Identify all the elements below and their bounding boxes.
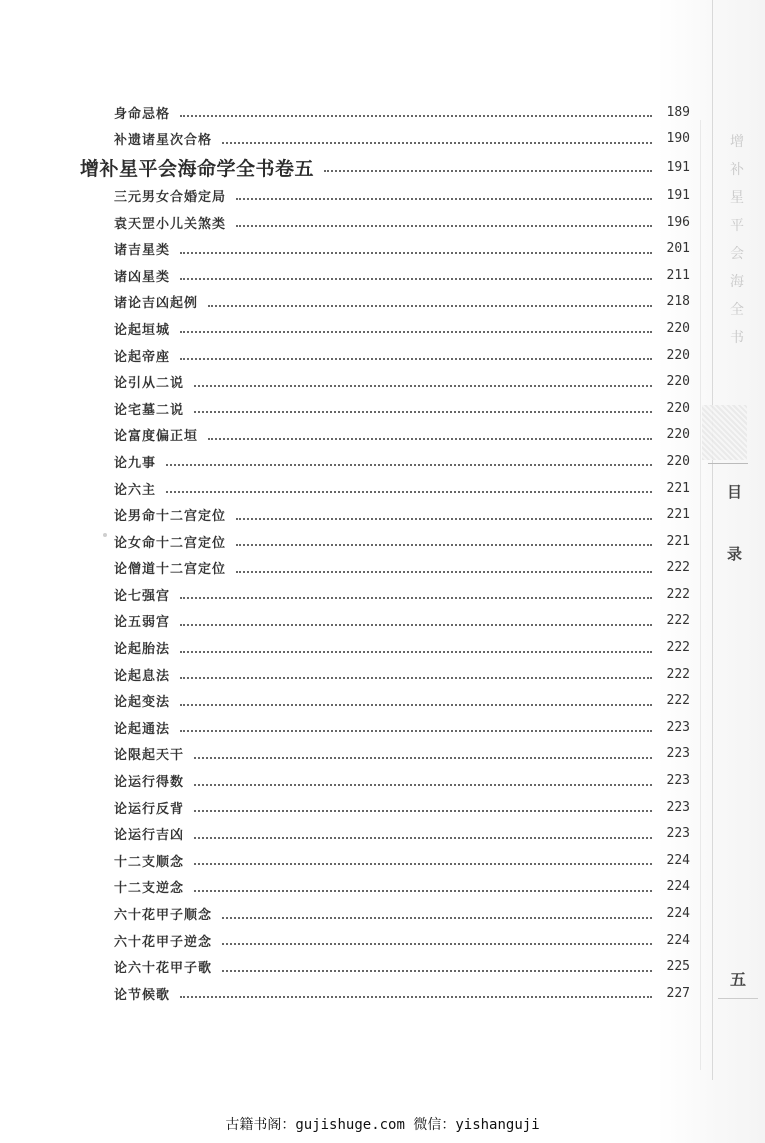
- side-rule-inner: [700, 120, 701, 1070]
- toc-entry-row: [70, 687, 690, 714]
- toc-entry-row: [70, 661, 690, 688]
- toc-page-number: 224: [666, 879, 690, 895]
- side-stain: [702, 405, 747, 460]
- toc-entry-title: 论五弱宫: [114, 615, 171, 631]
- toc-entry-title: 论起胎法: [114, 642, 171, 658]
- toc-entry-title: 诸凶星类: [114, 269, 171, 285]
- toc-leader-dots: [222, 917, 652, 919]
- toc-entry-title: 补遗诸星次合格: [114, 133, 213, 149]
- toc-leader-dots: [180, 704, 652, 706]
- toc-leader-dots: [180, 677, 652, 679]
- toc-entry-row: [70, 315, 690, 342]
- toc-leader-dots: [180, 624, 652, 626]
- toc-entry-title: 论运行吉凶: [114, 828, 185, 844]
- toc-leader-dots: [208, 438, 652, 440]
- toc-entry-title: 论起息法: [114, 668, 171, 684]
- toc-entry-title: 论节候歌: [114, 987, 171, 1003]
- side-ghost-char: 补: [730, 162, 744, 178]
- toc-entry-row: [70, 528, 690, 555]
- toc-entry-title: 三元男女合婚定局: [114, 189, 227, 205]
- side-ghost-char: 平: [730, 218, 744, 234]
- toc-entry-row: [70, 209, 690, 236]
- toc-entry-row: [70, 714, 690, 741]
- toc-page-number: 201: [666, 241, 690, 257]
- toc-entry-row: [70, 368, 690, 395]
- toc-entry-title: 论起通法: [114, 721, 171, 737]
- toc-leader-dots: [236, 198, 652, 200]
- toc-entry-title: 诸论吉凶起例: [114, 296, 199, 312]
- toc-entry-title: 十二支逆念: [114, 881, 185, 897]
- side-ghost-char: 海: [730, 274, 744, 290]
- toc-leader-dots: [236, 571, 652, 573]
- toc-page-number: 224: [666, 906, 690, 922]
- toc-entry-title: 论九事: [114, 455, 157, 471]
- toc-entry-title: 诸吉星类: [114, 243, 171, 259]
- toc-page-number: 222: [666, 586, 690, 602]
- side-ghost-char: 增: [730, 134, 744, 150]
- toc-entry-row: [70, 874, 690, 901]
- toc-entry-title: 论运行反背: [114, 801, 185, 817]
- toc-entry-row: [70, 262, 690, 289]
- toc-leader-dots: [194, 784, 652, 786]
- toc-entry-title: 论六主: [114, 482, 157, 498]
- toc-leader-dots: [180, 278, 652, 280]
- toc-entry-row: [70, 953, 690, 980]
- toc-entry-title: 六十花甲子顺念: [114, 908, 213, 924]
- toc-entry-title: 论男命十二宫定位: [114, 509, 227, 525]
- toc-page-number: 222: [666, 640, 690, 656]
- toc-leader-dots: [236, 225, 652, 227]
- toc-entry-row: [70, 289, 690, 316]
- toc-entry-title: 论起变法: [114, 695, 171, 711]
- side-ghost-char: 书: [730, 330, 744, 346]
- toc-leader-dots: [194, 411, 652, 413]
- toc-page-number: 222: [666, 613, 690, 629]
- toc-entry-title: 论限起天干: [114, 748, 185, 764]
- toc-page-number: 220: [666, 347, 690, 363]
- side-tick: [708, 463, 748, 464]
- toc-leader-dots: [194, 810, 652, 812]
- toc-leader-dots: [180, 597, 652, 599]
- toc-entry-title: 六十花甲子逆念: [114, 934, 213, 950]
- section-label-lu: 录: [727, 545, 743, 563]
- toc-page-number: 224: [666, 932, 690, 948]
- side-rule: [712, 0, 713, 1080]
- toc-page-number: 221: [666, 507, 690, 523]
- toc-page-number: 220: [666, 320, 690, 336]
- toc-page-number: 224: [666, 852, 690, 868]
- toc-page-number: 191: [666, 187, 690, 203]
- toc-page-number: 223: [666, 799, 690, 815]
- toc-leader-dots: [180, 996, 652, 998]
- toc-entry-title: 论引从二说: [114, 376, 185, 392]
- toc-page-number: 225: [666, 959, 690, 975]
- toc-page-number: 221: [666, 533, 690, 549]
- toc-page-number: 220: [666, 374, 690, 390]
- toc-entry-row: [70, 581, 690, 608]
- toc-entry-row: [70, 980, 690, 1007]
- toc-entry-title: 十二支顺念: [114, 854, 185, 870]
- toc-heading-row: [70, 152, 690, 182]
- toc-entry-row: [70, 501, 690, 528]
- toc-page-number: 189: [666, 104, 690, 120]
- toc-page-number: 222: [666, 693, 690, 709]
- toc-page-number: 191: [666, 159, 690, 175]
- section-label-mu: 目: [727, 483, 743, 501]
- toc-leader-dots: [166, 464, 652, 466]
- toc-entry-title: 论运行得数: [114, 775, 185, 791]
- toc-entry-title: 论六十花甲子歌: [114, 961, 213, 977]
- toc-leader-dots: [324, 170, 652, 172]
- toc-heading-title: 增补星平会海命学全书卷五: [80, 157, 315, 180]
- toc-page-number: 227: [666, 985, 690, 1001]
- toc-entry-row: [70, 820, 690, 847]
- toc-leader-dots: [194, 385, 652, 387]
- page-number-rule: [718, 998, 758, 999]
- toc-entry-row: [70, 741, 690, 768]
- toc-entry-row: [70, 342, 690, 369]
- toc-page-number: 196: [666, 214, 690, 230]
- toc-entry-title: 论富度偏正垣: [114, 429, 199, 445]
- toc-page-number: 220: [666, 453, 690, 469]
- toc-page-number: 220: [666, 400, 690, 416]
- toc-page-number: 190: [666, 131, 690, 147]
- toc-entry-title: 袁天罡小儿关煞类: [114, 216, 227, 232]
- toc-page-number: 223: [666, 773, 690, 789]
- toc-entry-row: [70, 182, 690, 209]
- toc-entry-row: [70, 634, 690, 661]
- toc-page-number: 220: [666, 427, 690, 443]
- table-of-contents: [70, 99, 690, 1007]
- toc-leader-dots: [208, 305, 652, 307]
- toc-page-number: 221: [666, 480, 690, 496]
- toc-leader-dots: [236, 544, 652, 546]
- side-ghost-char: 全: [730, 302, 744, 318]
- toc-entry-row: [70, 767, 690, 794]
- toc-entry-title: 论七强宫: [114, 588, 171, 604]
- toc-leader-dots: [180, 115, 652, 117]
- toc-leader-dots: [194, 890, 652, 892]
- toc-entry-row: [70, 395, 690, 422]
- toc-entry-title: 论僧道十二宫定位: [114, 562, 227, 578]
- toc-page-number: 211: [666, 267, 690, 283]
- toc-entry-title: 论起帝座: [114, 349, 171, 365]
- toc-entry-row: [70, 900, 690, 927]
- toc-entry-title: 论起垣城: [114, 322, 171, 338]
- toc-entry-row: [70, 422, 690, 449]
- toc-leader-dots: [180, 358, 652, 360]
- side-ghost-char: 会: [730, 246, 744, 262]
- page-number: 五: [730, 970, 747, 989]
- toc-leader-dots: [194, 837, 652, 839]
- toc-entry-row: [70, 235, 690, 262]
- toc-entry-title: 论女命十二宫定位: [114, 535, 227, 551]
- toc-leader-dots: [180, 730, 652, 732]
- toc-page-number: 222: [666, 560, 690, 576]
- side-ghost-char: 星: [730, 190, 744, 206]
- toc-entry-row: [70, 99, 690, 126]
- toc-leader-dots: [194, 863, 652, 865]
- toc-page-number: 222: [666, 666, 690, 682]
- toc-leader-dots: [180, 252, 652, 254]
- toc-page-number: 223: [666, 746, 690, 762]
- toc-leader-dots: [222, 970, 652, 972]
- toc-leader-dots: [194, 757, 652, 759]
- toc-entry-title: 论宅墓二说: [114, 402, 185, 418]
- footer-watermark: 古籍书阁：gujishuge.com 微信：yishanguji: [225, 1117, 540, 1133]
- toc-entry-row: [70, 927, 690, 954]
- toc-entry-row: [70, 847, 690, 874]
- toc-page-number: 218: [666, 294, 690, 310]
- toc-leader-dots: [180, 651, 652, 653]
- toc-page-number: 223: [666, 719, 690, 735]
- toc-leader-dots: [166, 491, 652, 493]
- side-bleed-through-text: [726, 128, 748, 352]
- toc-leader-dots: [236, 518, 652, 520]
- toc-leader-dots: [222, 943, 652, 945]
- toc-leader-dots: [222, 142, 652, 144]
- toc-entry-row: [70, 475, 690, 502]
- toc-entry-row: [70, 794, 690, 821]
- toc-entry-row: [70, 448, 690, 475]
- toc-leader-dots: [180, 331, 652, 333]
- toc-entry-title: 身命忌格: [114, 106, 171, 122]
- toc-entry-row: [70, 608, 690, 635]
- toc-entry-row: [70, 126, 690, 153]
- toc-page-number: 223: [666, 826, 690, 842]
- toc-entry-row: [70, 555, 690, 582]
